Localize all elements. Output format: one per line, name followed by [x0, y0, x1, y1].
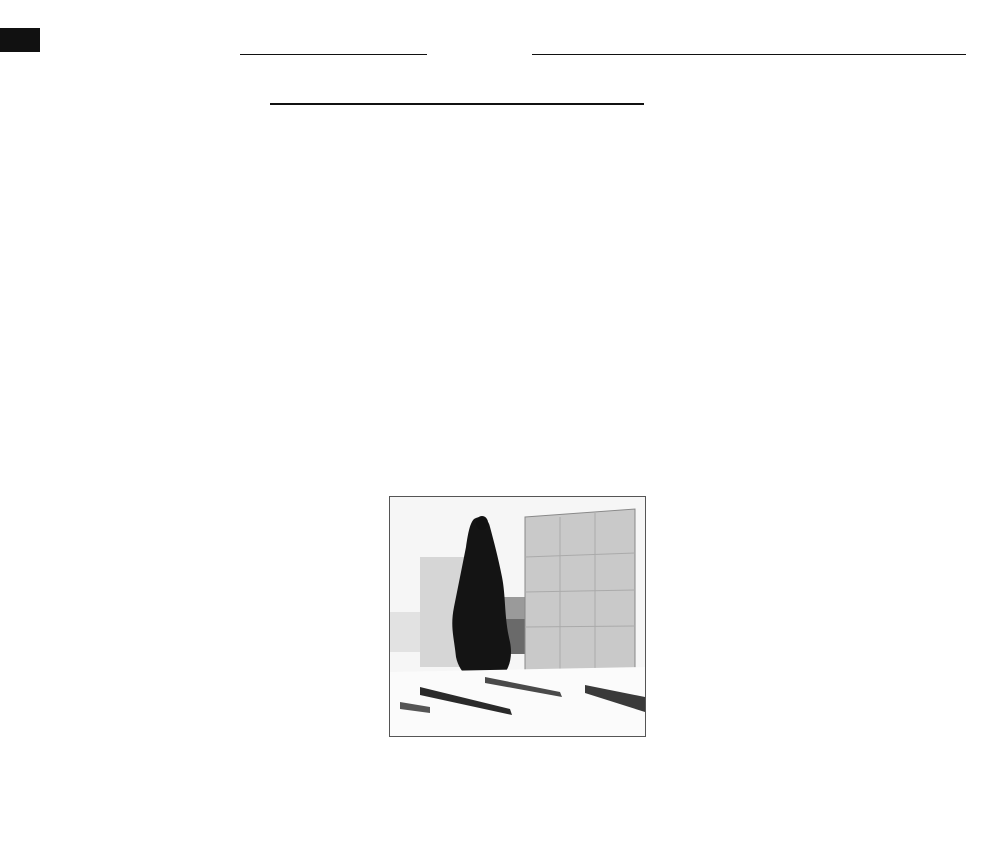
monument-photo — [389, 496, 646, 737]
monument-photo-image — [390, 497, 645, 736]
header-rule-right — [532, 54, 966, 55]
article-top-rule — [270, 103, 644, 105]
page-number — [0, 28, 40, 52]
header-rule-left — [240, 54, 427, 55]
